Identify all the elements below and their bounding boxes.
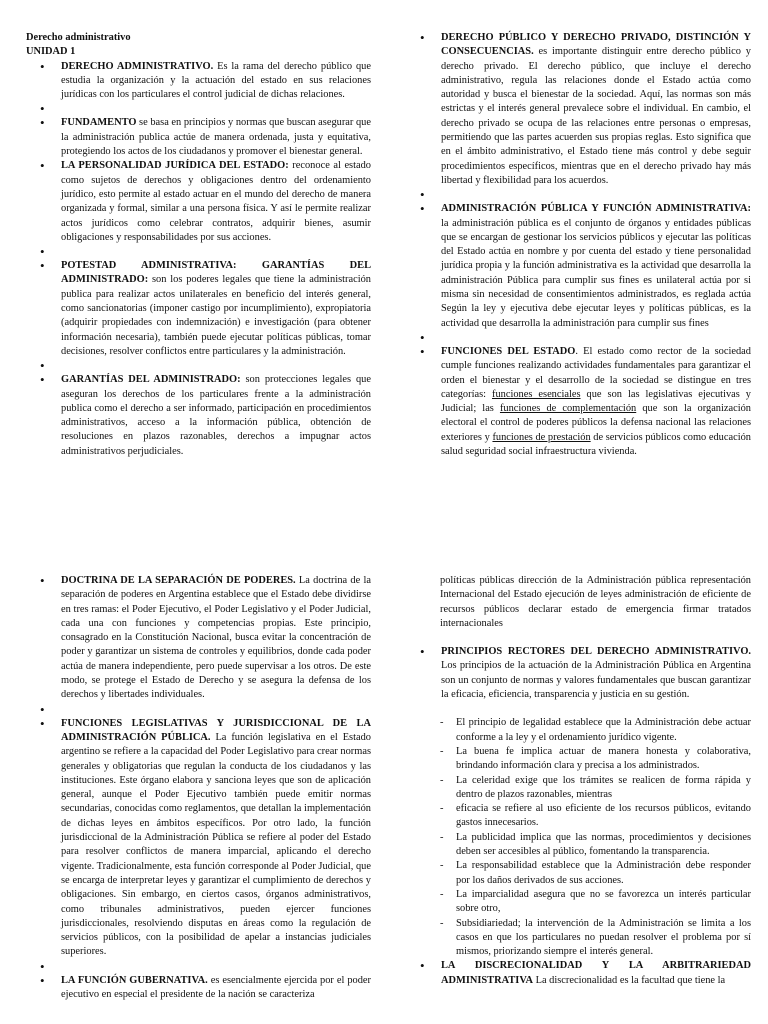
page1-right-column [406,31,751,459]
continued-paragraph: políticas públicas dirección de la Administración pública representación Internacional del Estado ejecución de leyes administración de eficiente de recursos públicos declarar estado de emergencia firmar tratados internacionales [440,575,751,629]
item-text: La función legislativa en el Estado argentino se refiere a la capacidad del Poder Legislativo para crear normas generales y obligatorias que regulan la conducta de los ciudadanos y las instituciones. Este órgano elabora y sanciona leyes que son de aplicación general, aunque el Poder Ejecutivo también puede emitir normas secundarias, conocidas como reglamentos, que detallan la implementación de dichas leyes en ámbitos específicos. Por otro lado, la función jurisdiccional de la Administración Pública se refiere al poder del Estado para resolver conflictos de manera imparcial, aplicando el derecho vigente. Tradicionalmente, esta función corresponde al Poder Judicial, que se encarga de interpretar leyes y garantizar el cumplimiento de derechos y obligaciones. Sin embargo, en ciertos casos, órganos administrativos, como tribunales administrativos, pueden ejercer funciones jurisdiccionales, resolviendo disputas en áreas como la regulación de servicios públicos, con la posibilidad de apelar a instancias judiciales superiores. [61,731,371,958]
list-item-separacion-de-poderes [26,574,371,703]
list-item-funciones-legislativas [26,717,371,960]
item-text: de servicios públicos como educación salud seguridad social infraestructura vivienda. [441,431,751,458]
dash-item-publicidad: - La publicidad implica que las normas, procedimientos y decisiones deben ser accesibles al público, fomentando la transparencia. [406,831,751,860]
item-text: que son la organización electoral el control de poderes públicos la defensa nacional las relaciones exteriores y [441,403,752,443]
item-heading: DERECHO PÚBLICO Y DERECHO PRIVADO, DISTINCIÓN Y CONSECUENCIAS. [441,32,751,58]
unit-heading: UNIDAD 1 [26,46,76,58]
dash-item-buena-fe: - La buena fe implica actuar de manera honesta y colaborativa, brindando información clara y precisa a los administrados. [406,745,751,774]
page1-left-column [26,31,371,459]
item-text: que son las legislativas ejecutivas y Judicial; las [441,388,751,415]
item-heading: DERECHO ADMINISTRATIVO. [61,60,214,72]
bullet-list [26,60,371,459]
item-text: es esencialmente ejercida por el poder ejecutivo en especial el presidente de la nación se caracteriza [61,974,371,1001]
list-item-derecho-publico-privado [406,31,751,188]
dash-item-celeridad: - La celeridad exige que los trámites se realicen de forma rápida y dentro de plazos razonables, mientras [406,774,751,803]
item-heading: ADMINISTRACIÓN PÚBLICA Y FUNCIÓN ADMINISTRATIVA: [441,203,751,215]
item-heading: LA FUNCIÓN GUBERNATIVA. [61,974,208,986]
item-text: la administración pública es el conjunto de órganos y entidades públicas que se encargan de gestionar los servicios públicos y ejecutar las políticas del Estado actúa en nombre y por cuenta del estado y tiene personalidad jurídica propia y la función administrativa es la actividad que desarrolla la administración Pública para cumplir sus fines es unilateral actúa por si misma sin necesidad de consentimientos administrados, es reglada actúa Según la ley y ejecutiva debe ejecutar leyes y políticas públicas, es la actividad que desarrolla la administración para cumplir sus fines [441,217,751,329]
item-text: se basa en principios y normas que buscan asegurar que la administración publica actúe de manera ordenada, justa y equitativa, protegiendo los actos de los ciudadanos y promover el bienestar general. [61,117,371,158]
list-item-principios-rectores [406,645,751,702]
underlined-term: funciones de complementación [499,403,637,415]
item-text: son protecciones legales que aseguran los derechos de los particulares frente a la administración publica como el derecho a ser informado, participación en procedimientos administrativos, acceso a la información pública, obtención de resoluciones en plazos razonables, derechos a impugnar actos administrativos perjudiciales. [61,374,371,457]
item-heading: FUNCIONES LEGISLATIVAS Y JURISDICCIONAL DE LA ADMINISTRACIÓN PÚBLICA. [61,717,371,743]
item-text: La discrecionalidad es la facultad que tiene la [533,974,726,986]
item-text: . El estado como rector de la sociedad cumple funciones realizando actividades fundamentales para garantizar el orden el bienestar y el desarrollo de la sociedad se distingue en tres categorías: [441,345,751,400]
item-text: Es la rama del derecho público que estudia la organización y la actuación del estado en sus relaciones jurídicas con los particulares el control judicial de dichas relaciones. [61,60,371,101]
list-item-personalidad-juridica [26,159,371,245]
bullet-list [406,959,751,988]
underlined-term: funciones esenciales [492,388,581,400]
list-item-funciones-del-estado [406,345,751,459]
item-heading: LA PERSONALIDAD JURÍDICA DEL ESTADO: [61,160,289,172]
item-heading: FUNCIONES DEL ESTADO [441,345,576,357]
list-item-fundamento [26,116,371,159]
document-title: Derecho administrativo [26,32,131,43]
list-item-administracion-publica [406,202,751,331]
list-item-potestad-administrativa [26,259,371,359]
underlined-term: funciones de prestación [492,431,591,443]
bullet-list [406,31,751,459]
dash-item-subsidiariedad: - Subsidiariedad; la intervención de la Administración se limita a los casos en que los particulares no puedan resolver el problema por sí mismos, priorizando siempre el interés general. [406,917,751,960]
item-heading: PRINCIPIOS RECTORES DEL DERECHO ADMINISTRATIVO. [441,646,751,658]
item-heading: GARANTÍAS DEL ADMINISTRADO: [61,374,241,386]
dash-item-responsabilidad: - La responsabilidad establece que la Administración debe responder por los daños derivados de sus acciones. [406,859,751,888]
bullet-list [26,574,371,1002]
item-text: es importante distinguir entre derecho público y derecho privado. El derecho público, que incluye el derecho administrativo, regula las relaciones donde el Estado actúa como autoridad y busca el bienestar de la sociedad. Aquí, las normas son más estrictas y el interés general prevalece sobre el individual. En cambio, el derecho privado se ocupa de las relaciones entre personas o empresas, permitiendo que las partes acuerden sus propias reglas. Esto significa que en el ámbito administrativo, el Estado tiene más control y debe seguir procedimientos específicos, mientras que en el derecho privado hay más libertad y flexibilidad para los acuerdos. [441,46,751,186]
dash-item-eficacia: - eficacia se refiere al uso eficiente de los recursos públicos, evitando gastos innecesarios. [406,802,751,831]
item-text: La doctrina de la separación de poderes en Argentina establece que el Estado debe dividirse en tres ramas: el Poder Ejecutivo, el Poder Legislativo y el Poder Judicial, cada una con funciones y competencias propias. Este principio, consagrado en la Constitución Nacional, busca evitar la concentración de poder y garantizar un sistema de controles y equilibrios, donde cada poder actúa de manera independiente, pero puede supervisar a los otros. De este modo, se protege el Estado de Derecho y se asegura la defensa de los derechos y libertades individuales. [61,575,371,701]
dash-item-imparcialidad: - La imparcialidad asegura que no se favorezca un interés particular sobre otro, [406,888,751,917]
item-text: reconoce al estado como sujetos de derechos y obligaciones dentro del ordenamiento jurídico, esto permite al estado actuar en el mundo del derecho de manera organizada y formal, similar a una persona física. Y así le permite realizar actos jurídicos como celebrar contratos, adquirir bienes, asumir obligaciones y responsabilidades por sus acciones. [61,160,371,243]
list-item-discrecionalidad [406,959,751,988]
item-heading: FUNDAMENTO [61,117,137,129]
list-item-funcion-gubernativa [26,974,371,1003]
list-item-garantias [26,373,371,459]
item-text: Los principios de la actuación de la Administración Pública en Argentina son un conjunto de normas y valores fundamentales que buscan garantizar la eficacia, eficiencia, transparencia y justicia en su gestión. [441,660,751,701]
item-heading: LA DISCRECIONALIDAD Y LA ARBITRARIEDAD ADMINISTRATIVA [441,960,751,986]
page2-right-column [406,574,751,988]
item-text: son los poderes legales que tiene la administración publica para realizar actos unilaterales en beneficio del interés general, como sancionatorias (imponer castigo por incumplimiento), expropiatoria (adquirir propiedades con indemnización) e investigación (para obtener información necesaria), también puede ejecutar políticas públicas, tomar decisiones, resolver conflictos entre particulares y la administración. [61,274,371,357]
page2-left-column [26,574,371,1002]
list-item-derecho-administrativo [26,60,371,103]
item-heading: DOCTRINA DE LA SEPARACIÓN DE PODERES. [61,575,296,586]
bullet-list [406,645,751,702]
principles-dash-list [406,716,751,959]
dash-item-legalidad: - El principio de legalidad establece que la Administración debe actuar conforme a la ley y el ordenamiento jurídico vigente. [406,716,751,745]
item-heading: POTESTAD ADMINISTRATIVA: GARANTÍAS DEL ADMINISTRADO: [61,260,371,286]
